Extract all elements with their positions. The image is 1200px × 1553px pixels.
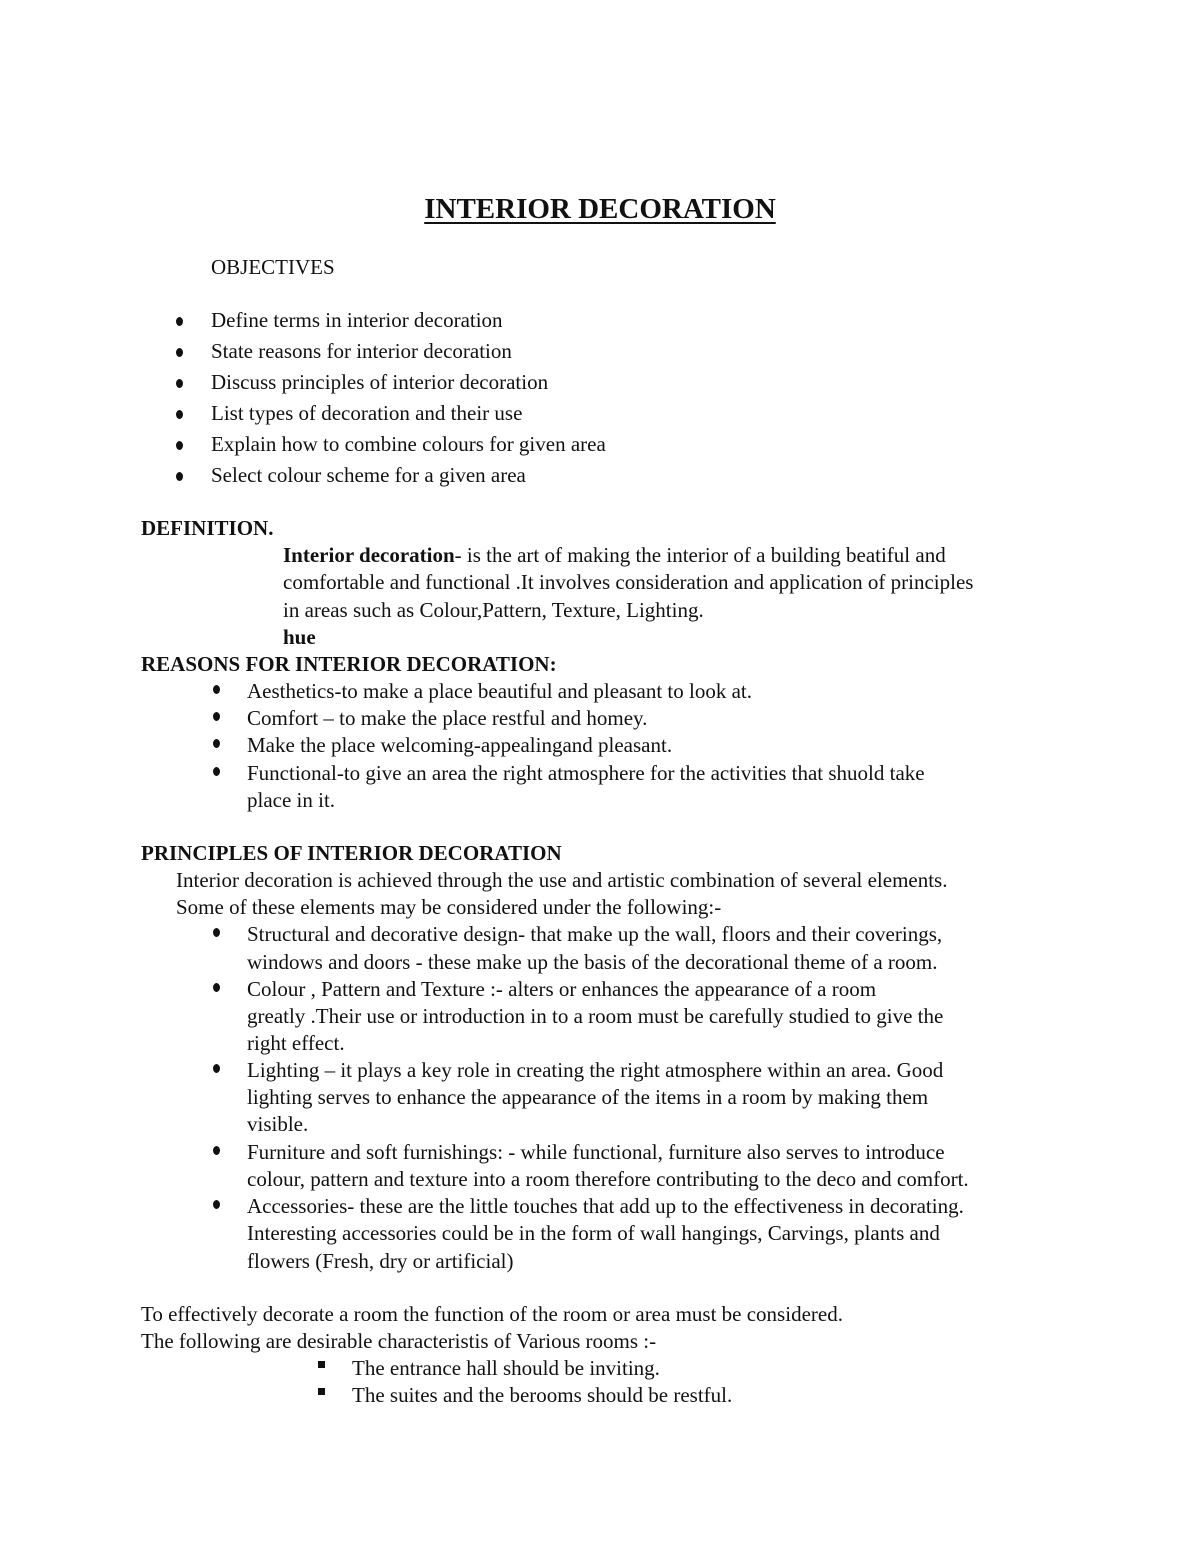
bullet-icon xyxy=(176,441,183,450)
principle-item-continued: windows and doors - these make up the basis of the decorational theme of a room. xyxy=(247,950,938,974)
definition-extra: hue xyxy=(283,625,316,649)
reasons-heading: REASONS FOR INTERIOR DECORATION: xyxy=(141,652,557,676)
objective-item: Select colour scheme for a given area xyxy=(211,463,526,487)
objective-item: List types of decoration and their use xyxy=(211,401,523,425)
closing-line-2: The following are desirable characteristis of Various rooms :- xyxy=(141,1329,657,1353)
principle-item: Colour , Pattern and Texture :- alters or enhances the appearance of a room xyxy=(247,977,877,1001)
square-bullet-icon xyxy=(318,1361,325,1368)
principle-item-continued: Interesting accessories could be in the form of wall hangings, Carvings, plants and xyxy=(247,1221,940,1245)
bullet-icon xyxy=(213,767,220,776)
definition-term: Interior decoration xyxy=(283,543,455,567)
definition-line-2: comfortable and functional .It involves consideration and application of principles xyxy=(283,570,974,594)
objective-item: Define terms in interior decoration xyxy=(211,308,503,332)
bullet-icon xyxy=(176,472,183,481)
bullet-icon xyxy=(176,317,183,326)
reason-item: Comfort – to make the place restful and homey. xyxy=(247,706,648,730)
closing-line-1: To effectively decorate a room the function of the room or area must be considered. xyxy=(141,1302,843,1326)
principle-item: Structural and decorative design- that make up the wall, floors and their coverings, xyxy=(247,922,943,946)
principle-item-continued: lighting serves to enhance the appearance of the items in a room by making them xyxy=(247,1085,929,1109)
reason-item: Make the place welcoming-appealingand pleasant. xyxy=(247,733,673,757)
principle-item: Accessories- these are the little touches that add up to the effectiveness in decorating. xyxy=(247,1194,964,1218)
bullet-icon xyxy=(176,348,183,357)
page-title: INTERIOR DECORATION xyxy=(424,193,776,225)
principle-item-continued: right effect. xyxy=(247,1031,345,1055)
objective-item: State reasons for interior decoration xyxy=(211,339,512,363)
objectives-heading: OBJECTIVES xyxy=(211,255,335,279)
reason-item: Aesthetics-to make a place beautiful and pleasant to look at. xyxy=(247,679,752,703)
bullet-icon xyxy=(213,712,220,721)
principle-item-continued: visible. xyxy=(247,1112,309,1136)
definition-line-3: in areas such as Colour,Pattern, Texture, Lighting. xyxy=(283,598,704,622)
bullet-icon xyxy=(213,685,220,694)
bullet-icon xyxy=(213,1064,220,1073)
principles-intro-1: Interior decoration is achieved through the use and artistic combination of several elements. xyxy=(176,868,948,892)
reason-item-continued: place in it. xyxy=(247,788,336,812)
principle-item-continued: greatly .Their use or introduction in to a room must be carefully studied to give the xyxy=(247,1004,944,1028)
definition-text: - is the art of making the interior of a building beatiful and xyxy=(454,543,946,567)
principle-item: Furniture and soft furnishings: - while functional, furniture also serves to introduce xyxy=(247,1140,945,1164)
bullet-icon xyxy=(176,379,183,388)
square-bullet-icon xyxy=(318,1388,325,1395)
objective-item: Explain how to combine colours for given area xyxy=(211,432,606,456)
bullet-icon xyxy=(213,739,220,748)
principles-intro-2: Some of these elements may be considered under the following:- xyxy=(176,895,722,919)
room-item: The entrance hall should be inviting. xyxy=(352,1356,660,1380)
bullet-icon xyxy=(176,410,183,419)
principle-item: Lighting – it plays a key role in creating the right atmosphere within an area. Good xyxy=(247,1058,944,1082)
bullet-icon xyxy=(213,1200,220,1209)
objective-item: Discuss principles of interior decoration xyxy=(211,370,549,394)
bullet-icon xyxy=(213,1146,220,1155)
definition-heading: DEFINITION. xyxy=(141,516,274,540)
principle-item-continued: flowers (Fresh, dry or artificial) xyxy=(247,1249,514,1273)
reason-item: Functional-to give an area the right atmosphere for the activities that shuold take xyxy=(247,761,925,785)
room-item: The suites and the berooms should be restful. xyxy=(352,1383,733,1407)
definition-line-1 xyxy=(283,543,946,568)
bullet-icon xyxy=(213,983,220,992)
principles-heading: PRINCIPLES OF INTERIOR DECORATION xyxy=(141,841,562,865)
bullet-icon xyxy=(213,928,220,937)
principle-item-continued: colour, pattern and texture into a room therefore contributing to the deco and comfort. xyxy=(247,1167,969,1191)
